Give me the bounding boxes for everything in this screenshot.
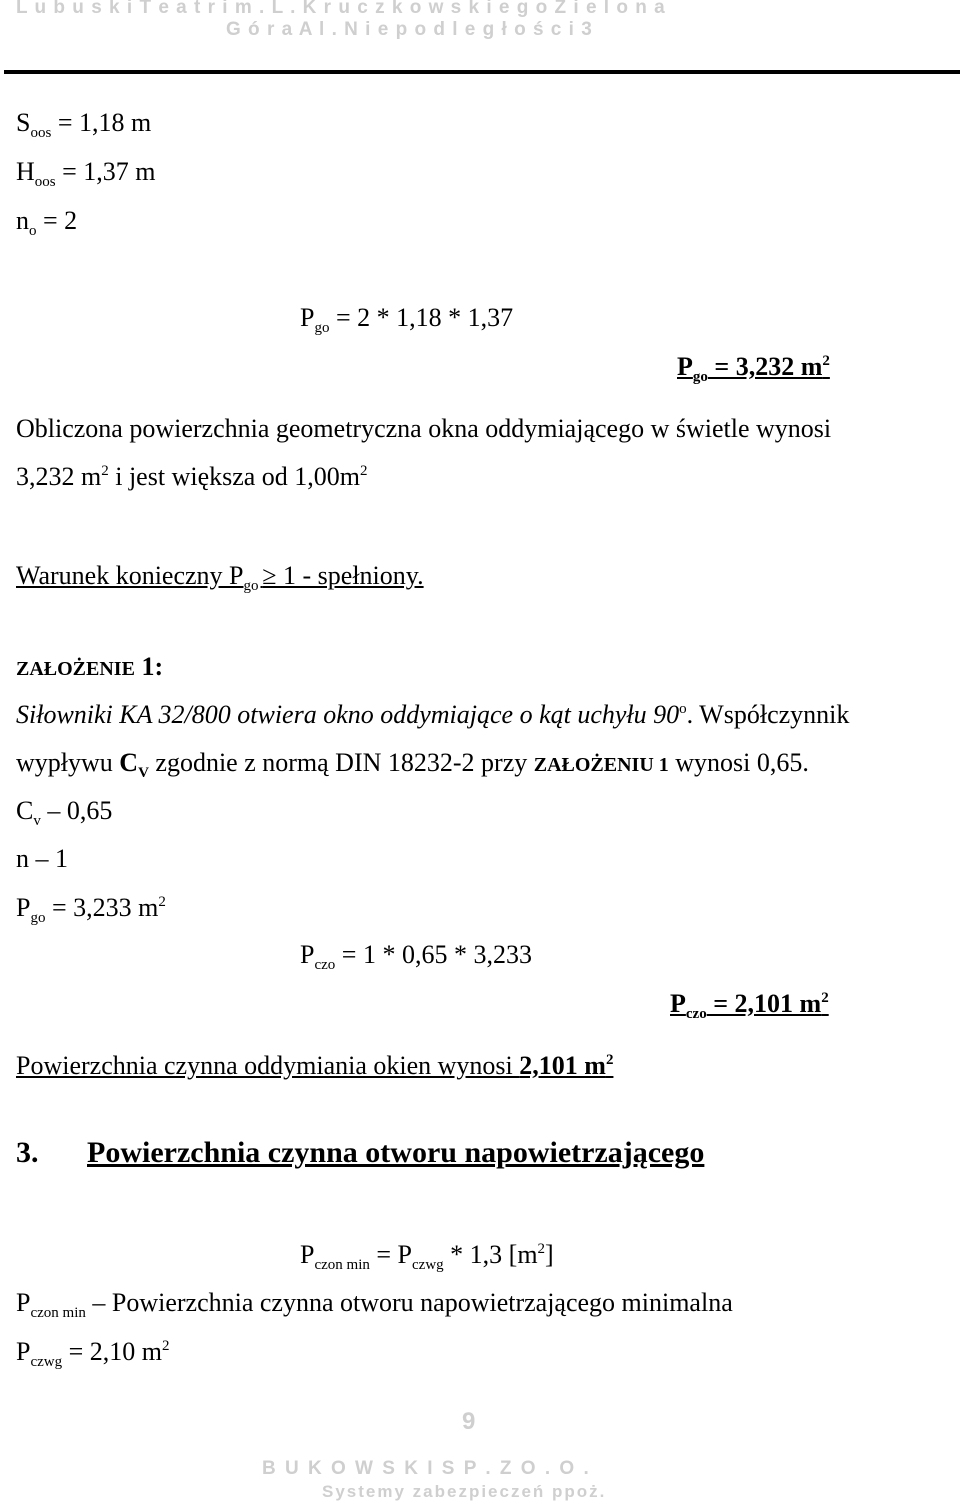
header-line-1: L u b u s k i T e a t r i m . L . K r u c z k o w s k i e g o Z i e l o n a [16, 0, 666, 18]
paragraph-line-1: Obliczona powierzchnia geometryczna okna oddymiającego w świetle wynosi [16, 414, 832, 443]
pgo-line: $P_{go} = 3,233$ $m^2$ [16, 893, 166, 926]
result-pczo: $P_{czo} = 2,101$ $m^2$ [670, 989, 829, 1022]
footer-company: B U K O W S K I S P . Z O . O . [262, 1458, 591, 1479]
n-o-line: $n_o = 2$ [16, 206, 78, 239]
silowniki-line: Siłowniki KA 32/800 otwiera okno oddymiające o kąt uchyłu 90$^o$. Współczynnik [16, 700, 850, 729]
warunek-line: Warunek konieczny $P_{go} \ge 1$ - spełniony. [16, 561, 424, 594]
section-3-title: Powierzchnia czynna otworu napowietrzającego [87, 1136, 705, 1169]
zalozenie-title: ZAŁOŻENIE 1: [16, 652, 164, 681]
header-rule [4, 70, 960, 74]
section-3-number: 3. [16, 1136, 39, 1169]
formula-pczon: $P_{czon min} = P_{czwg} * 1,3$ $[m^2]$ [300, 1240, 554, 1273]
n-line: n – 1 [16, 844, 68, 873]
cv-line: $C_v - 0,65$ [16, 796, 113, 829]
header-line-2: G ó r a A l . N i e p o d l e g ł o ś c i 3 [226, 19, 593, 40]
conclusion-line: Powierzchnia czynna oddymiania okien wynosi 2,101 $m^2$ [16, 1051, 614, 1080]
s-oos-line: $S_{oos} = 1,18$ m [16, 108, 152, 141]
h-oos-line: $H_{oos} = 1,37$ m [16, 157, 156, 190]
result-pgo: $P_{go} = 3,232$ $m^2$ [677, 352, 830, 385]
formula-pczo: $P_{czo} = 1 * 0,65 * 3,233$ [300, 940, 532, 973]
wyplywu-line: wypływu $C_V$ zgodnie z normą DIN 18232-2 przy ZAŁOŻENIU 1 wynosi 0,65. [16, 748, 809, 781]
definition-line: $P_{czon min}$ – Powierzchnia czynna otworu napowietrzającego minimalna [16, 1288, 733, 1321]
section-3-heading [16, 1135, 705, 1171]
pczwg-line: $P_{czwg} = 2,10$ $m^2$ [16, 1337, 170, 1370]
footer-tagline: Systemy zabezpieczeń ppoż. [322, 1482, 607, 1501]
formula-pgo: $P_{go} = 2 * 1,18 * 1,37$ [300, 303, 514, 336]
page-number: 9 [462, 1408, 476, 1435]
paragraph-line-2: 3,232 $m^2$ i jest większa od $1,00m^2$ [16, 462, 368, 491]
